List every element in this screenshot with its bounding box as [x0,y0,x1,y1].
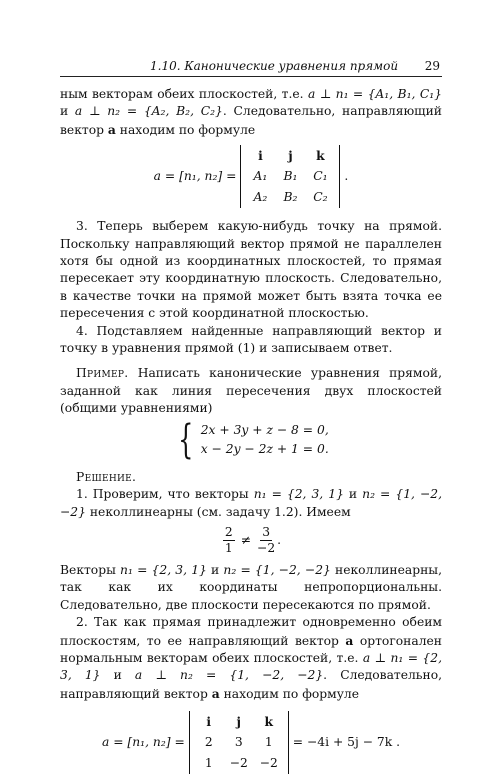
formula-inline: a ⊥ n₁ = {A₁, B₁, C₁} [307,87,442,101]
text-run: находим по формуле [115,122,256,137]
formula-inline: a ⊥ n₁ = {2, 3, 1} [60,650,442,683]
text-run: и [60,104,75,119]
det-cell: C₁ [313,169,328,184]
text-run: неколлинеарны, так как их координаты непропорциональны. Следовательно, две плоскости пересекаются по прямой. [60,562,442,612]
text-run: . Следовательно, направляющий вектор [60,104,442,137]
det-cell: B₁ [283,169,298,184]
paragraph-check [60,486,442,521]
formula-inline: n₂ = {1, −2, −2} [223,562,331,577]
text-run: . Следовательно, направляющий вектор [60,668,443,701]
not-equal-symbol: ≠ [240,532,252,547]
det-cell: A₁ [253,169,268,184]
text-run: и [343,487,363,502]
det-cell: −2 [259,756,278,771]
formula-result: = −4i + 5j − 7k . [292,734,401,749]
fraction [223,525,235,556]
paragraph-step-3: 3. Теперь выберем какую-нибудь точку на прямой. Поскольку направляющий вектор прямой не параллелен хотя бы одной из координатных плоскостей, то прямая пересекает эту координатную плоскость. Следовательно, в качестве точки на прямой может быть взята точка ее пересечения с этой координатной плоскостью. [60,219,442,321]
det-cell: j [288,148,293,164]
paragraph-continuation [60,86,442,139]
text-run: неколлинеарны (см. задачу 1.2). Имеем [85,504,351,519]
formula-inline: a ⊥ n₂ = {A₂, B₂, C₂} [74,104,223,119]
det-cell: A₂ [253,190,268,205]
det-cell: k [264,714,274,730]
det-cell: i [206,714,212,730]
paragraph-noncollinear [60,562,442,614]
formula-inline: a [211,685,220,701]
equation-system [60,416,442,463]
det-cell: C₂ [313,190,328,205]
denominator: 1 [224,540,233,555]
formula-end: . [277,532,282,547]
formula-inline: a [107,121,116,137]
determinant-formula-general [60,145,442,208]
running-title: 1.10. Канонические уравнения прямой [150,59,399,73]
text-run: 1. Проверим, что векторы [76,487,254,502]
formula-inline: n₂ = {1, −2, −2} [60,487,443,519]
det-cell: 3 [234,735,243,750]
det-cell: k [316,148,325,164]
numerator: 3 [262,524,271,539]
formula-inline: n₁ = {2, 3, 1} [253,487,344,502]
system-equation: 2x + 3y + z − 8 = 0, [200,422,329,437]
page-number: 29 [424,59,440,73]
formula-lhs: a = [n₁, n₂] = [101,734,185,749]
det-cell: B₂ [283,190,298,205]
paragraph-step-2 [60,614,442,703]
determinant-formula-example [60,711,442,774]
formula-lhs: a = [n₁, n₂] = [153,169,237,184]
formula-end: . [344,169,349,184]
text-run: ортогонален нормальным векторам обеих плоскостей, т.е. [60,633,442,665]
solution-heading: Решение. [76,469,137,484]
brace-symbol: { [178,416,194,463]
formula-inline: n₁ = {2, 3, 1} [120,562,207,577]
det-cell: −2 [229,756,248,771]
text-run: Написать канонические уравнения прямой, заданной как линия пересечения двух плоскостей (общими уравнениями) [60,366,442,416]
text-run: Векторы [60,562,121,577]
formula-inline: a ⊥ n₂ = {1, −2, −2} [134,668,324,683]
text-run: и [100,668,135,683]
text-run: ным векторам обеих плоскостей, т.е. [60,87,308,101]
text-run: находим по формуле [219,686,360,701]
example-label: Пример. [76,366,129,381]
text-run: и [206,562,224,577]
example-statement [60,365,442,417]
determinant-matrix [240,145,340,208]
formula-inline: a [345,632,354,648]
numerator: 2 [224,524,233,539]
fraction-inequality [60,525,442,556]
determinant-matrix [189,711,289,774]
det-cell: 2 [204,735,213,750]
fraction [257,525,275,556]
paragraph-step-4: 4. Подставляем найденные направляющий вектор и точку в уравнения прямой (1) и записываем ответ. [60,323,442,356]
page-header [60,56,442,77]
page-body [60,86,442,774]
system-equation: x − 2y − 2z + 1 = 0. [200,441,329,456]
solution-label [60,469,442,486]
denominator: −2 [257,540,276,555]
det-cell: 1 [204,756,213,771]
det-cell: i [258,148,263,164]
det-cell: 1 [264,735,273,750]
det-cell: j [236,714,241,730]
text-run: 2. Так как прямая принадлежит одновременно обеим плоскостям, то ее направляющий вектор [60,615,442,648]
